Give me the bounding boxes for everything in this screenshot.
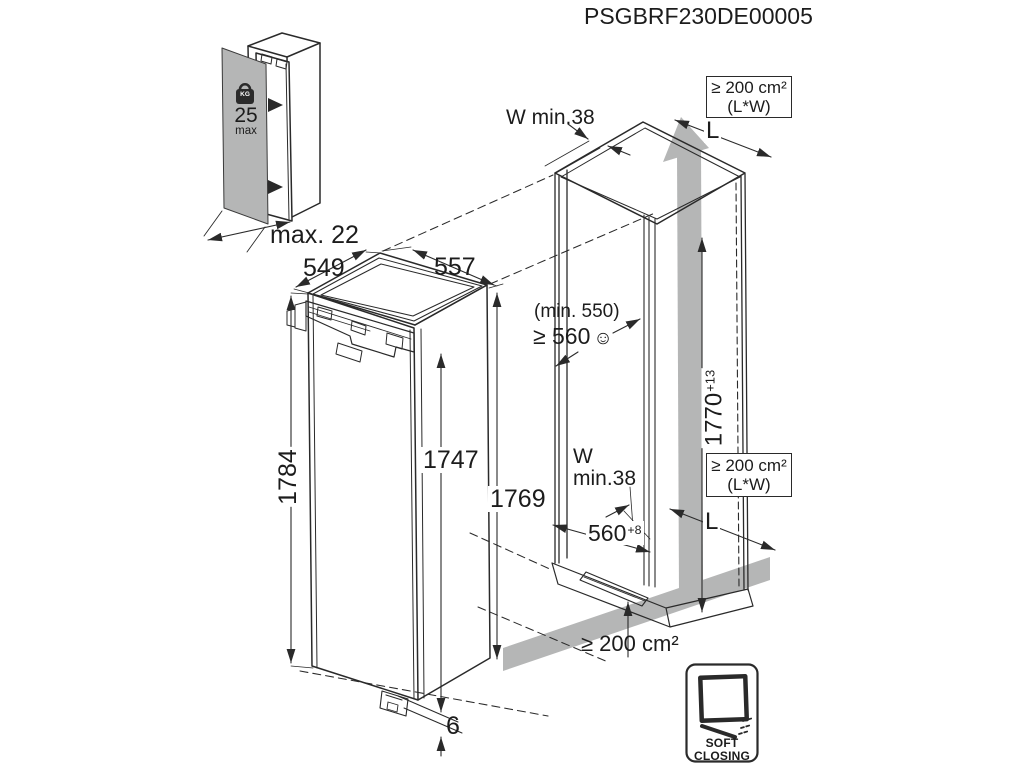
niche-height-dim: $1770^{+13}$	[700, 369, 728, 447]
niche-depth-dim: $560^{+8}$	[588, 520, 642, 546]
appliance-body-height-dim: 1769	[490, 485, 546, 513]
appliance-depth-dim: 557	[434, 253, 476, 281]
smiley-icon: ☺	[593, 328, 613, 349]
niche-top-length-label: L	[706, 117, 720, 144]
door-panel-mini-drawing	[204, 33, 320, 252]
niche-depth-recommended: ≥ 560 ☺	[533, 323, 613, 349]
appliance-height-total-dim: 1784	[273, 449, 302, 505]
niche-bottom-length-label: L	[705, 508, 719, 535]
niche-front-wall-thickness-value: min.38	[573, 467, 637, 490]
niche-top-vent-box	[706, 76, 792, 118]
soft-closing-label-line1: SOFT	[705, 736, 739, 750]
appliance-line-drawing	[287, 253, 490, 733]
vent-area-value: ≥ 200 cm²	[711, 77, 787, 97]
niche-bottom-vent-label: ≥ 200 cm²	[581, 631, 679, 656]
airflow-arrows	[503, 117, 770, 671]
vent-area-value: ≥ 200 cm²	[711, 455, 787, 475]
niche-depth-min-note: (min. 550)	[534, 301, 620, 322]
weight-kg-label: KG	[240, 91, 250, 98]
weight-max-value: 25	[234, 104, 258, 127]
niche-top-wall-thickness-label: W min.38	[506, 106, 595, 129]
appliance-width-dim: 549	[303, 254, 345, 282]
vent-area-formula: (L*W)	[727, 475, 771, 494]
appliance-bottom-gap-dim: 6	[446, 712, 460, 740]
vent-area-formula: (L*W)	[727, 97, 771, 116]
niche-side-vent-box	[706, 453, 792, 497]
niche-front-wall-thickness-w: W	[573, 445, 593, 468]
appliance-door-height-dim: 1747	[423, 446, 479, 474]
drawing-code: PSGBRF230DE00005	[584, 3, 813, 29]
weight-max-suffix: max	[235, 125, 257, 137]
panel-thickness-dim-label: max. 22	[270, 221, 359, 249]
soft-closing-label-line2: CLOSING	[693, 749, 751, 763]
hinge-assembly	[287, 301, 414, 362]
